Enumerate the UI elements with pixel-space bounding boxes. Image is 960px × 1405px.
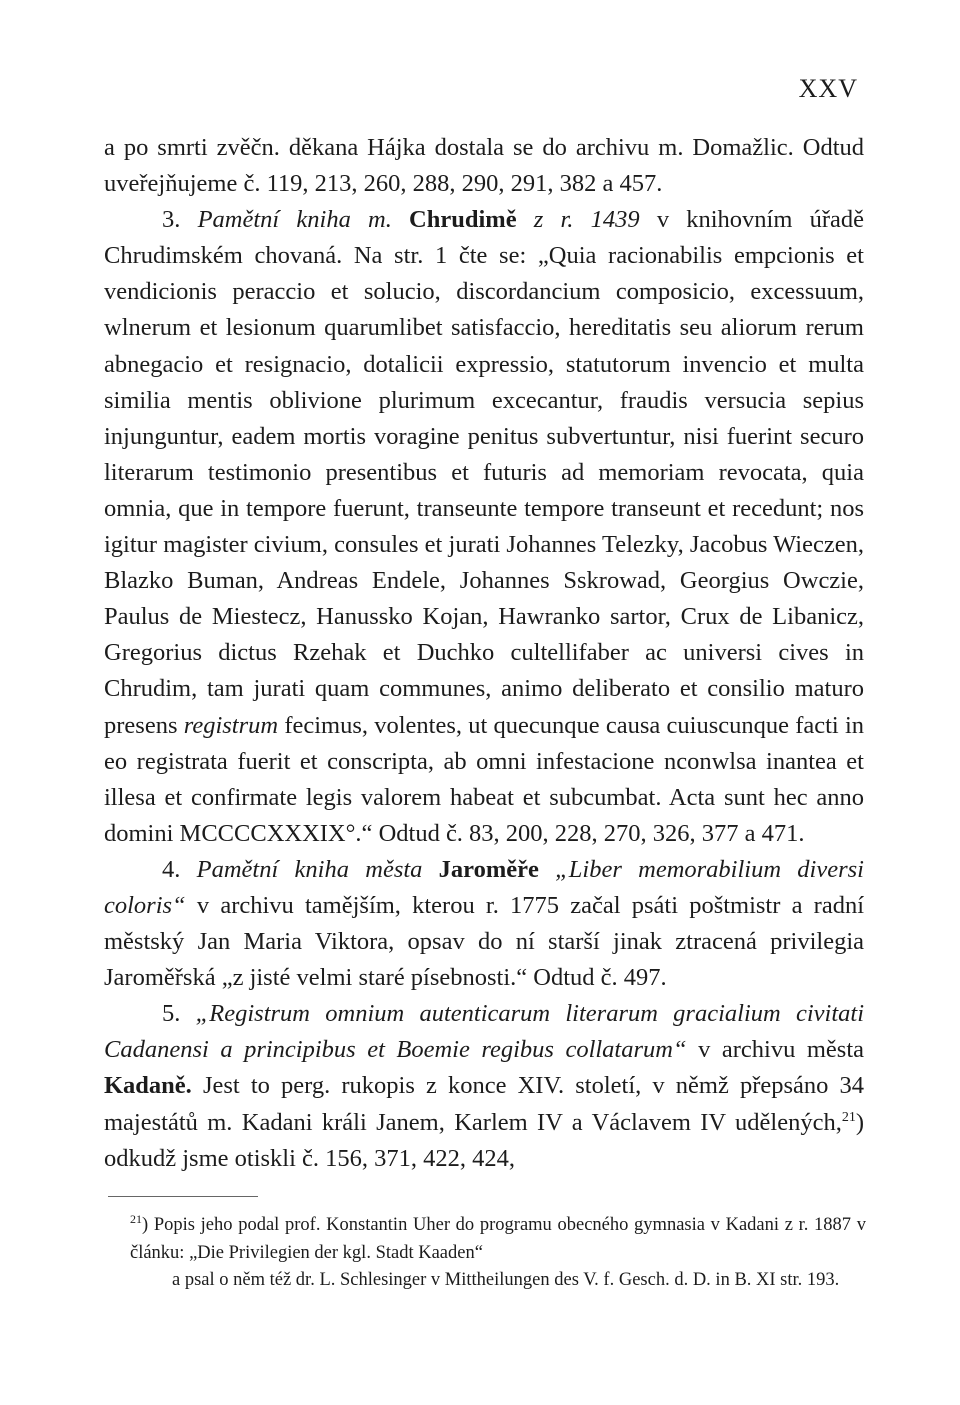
source-description: v knihovním úřadě Chrudimském chovaná. Na str. 1 čte se:: [104, 206, 865, 270]
footnote-reference[interactable]: 21: [841, 1109, 856, 1125]
footnote: [130, 1212, 866, 1295]
archive-location: v archivu města: [698, 1036, 864, 1064]
paragraph-intro: [104, 130, 864, 202]
footnote-marker: 21: [130, 1211, 142, 1226]
book-title: „Registrum omnium autenticarum literarum gracialium civitati Cadanensi a principibus et Boemie regibus collatarum“: [104, 1000, 864, 1064]
book-title: „Liber memorabilium diversi coloris“: [104, 855, 864, 919]
item-number: 3.: [162, 206, 181, 234]
item-number: 4.: [162, 855, 181, 883]
intro-text: a po smrti zvěčn. děkana Hájka dostala se do archivu m. Domažlic. Odtud uveřejňujeme č. 119, 213, 260, 288, 290, 291, 382 a 457.: [104, 134, 864, 198]
footnote-line-1: [130, 1212, 866, 1267]
reference-list: Odtud č. 83, 200, 228, 270, 326, 377 a 471.: [378, 819, 805, 847]
source-year: z r. 1439: [533, 206, 640, 234]
source-description: v archivu tamějším, kterou r. 1775 začal psáti poštmistr a radní městský Jan Maria Viktora, opsav do ní starší jinak ztracená privilegia Jaroměřská „z jisté velmi staré písebnosti.“ Odtud č. 497.: [104, 891, 864, 992]
latin-quote-emphasis: registrum: [183, 711, 279, 739]
source-title: Pamětní kniha města: [196, 855, 423, 883]
footnote-line-2: [130, 1267, 866, 1295]
paragraph-4: [104, 852, 864, 996]
paragraph-5: [104, 996, 864, 1176]
town-name: Jaroměře: [438, 855, 539, 883]
town-name: Kadaně.: [104, 1072, 192, 1100]
town-name: Chrudimě: [409, 206, 517, 234]
footnote-text-continued: a psal o něm též dr. L. Schlesinger v Mittheilungen des V. f. Gesch. d. D. in B. XI str. 193.: [172, 1270, 840, 1290]
item-number: 5.: [162, 1000, 181, 1028]
reference-list: ) odkudž jsme otiskli č. 156, 371, 422, 424,: [104, 1108, 864, 1172]
source-title: Pamětní kniha m.: [197, 206, 392, 234]
main-text: [104, 130, 864, 1177]
page-number: XXV: [798, 74, 858, 103]
latin-quote-continued: fecimus, volentes, ut quecunque causa cuiuscunque facti in eo registrata fuerit et conscripta, ab omni infestacione nconwlsa inantea et illesa et confirmate legis valorem habeat et subcumbat. Acta sunt hec anno domini MCCCCXXXIX°.“: [104, 711, 865, 847]
source-description: Jest to perg. rukopis z konce XIV. století, v němž přepsáno 34 majestátů m. Kadani králi Janem, Karlem IV a Václavem IV udělených,: [104, 1072, 865, 1136]
paragraph-3: [104, 202, 864, 852]
latin-quote: „Quia racionabilis empcionis et vendicionis peraccio et solucio, discordancium composicio, excessuum, wlnerum et lesionum quarumlibet satisfaccio, hereditatis seu aliorum rerum abnegacio et resignacio, dotalicii expressio, statutorum invencio et multa similia mentis oblivione plurimum excecantur, fraudis versucia sepius injunguntur, eadem mortis voragine penitus subvertuntur, nisi fuerint securo literarum testimonio presentibus et futuris ad memoriam revocata, quia omnia, que in tempore fuerunt, transeunte tempore transeunt et recedunt; nos igitur magister civium, consules et jurati Johannes Telezky, Jacobus Wieczen, Blazko Buman, Andreas Endele, Johannes Sskrowad, Georgius Owczie, Paulus de Miestecz, Hanussko Kojan, Hawranko sartor, Crux de Libanicz, Gregorius dictus Rzehak et Duchko cultellifaber ac universi cives in Chrudim, tam jurati quam communes, animo deliberato et consilio maturo presens: [104, 242, 864, 739]
footnote-divider: [108, 1196, 258, 1197]
footnote-text: ) Popis jeho podal prof. Konstantin Uher do programu obecného gymnasia v Kadani z r. 1887 v článku: „Die Privilegien der kgl. Stadt Kaaden“: [130, 1215, 866, 1263]
